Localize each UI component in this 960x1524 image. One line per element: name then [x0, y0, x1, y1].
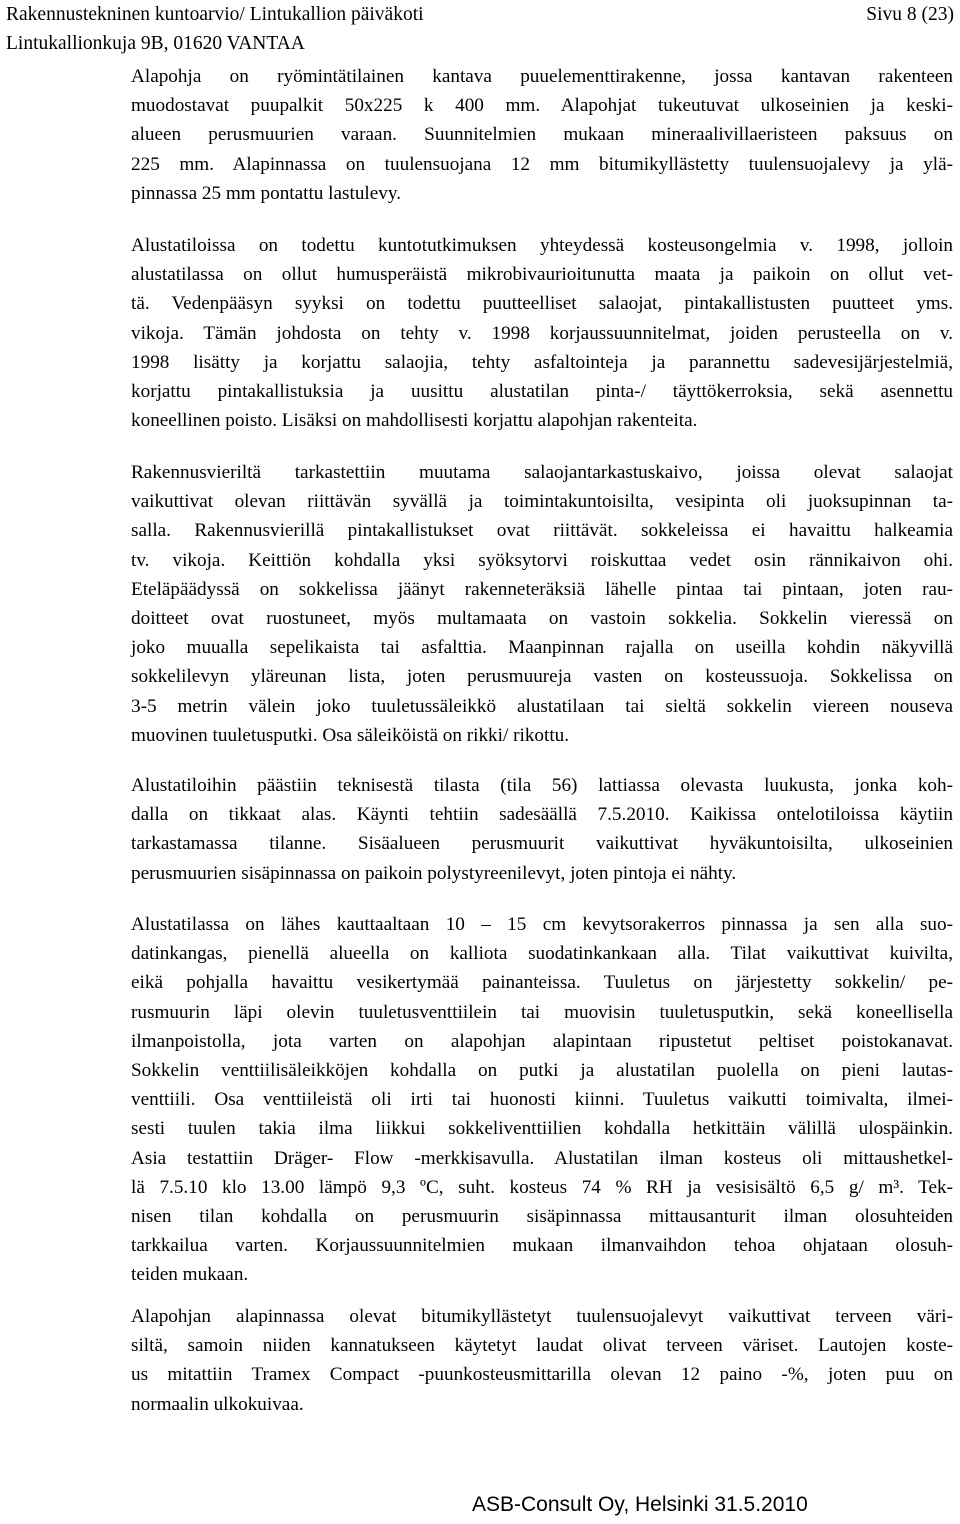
text-line: Eteläpäädyssä on sokkelissa jäänyt rakenneteräksiä lähelle pintaa tai pintaan, joten rau- — [131, 578, 953, 600]
text-line: nisen tilan kohdalla on perusmuurin sisäpinnassa mittausanturit ilman olosuhteiden — [131, 1205, 953, 1227]
paragraph-4 — [131, 771, 953, 888]
text-line: Alapohja on ryömintätilainen kantava puuelementtirakenne, jossa kantavan rakenteen — [131, 66, 953, 87]
document-title: Rakennustekninen kuntoarvio/ Lintukallion päiväkoti — [6, 4, 424, 25]
text-line: Alapohjan alapinnassa olevat bitumikyllästetyt tuulensuojalevyt vaikuttivat terveen väri- — [131, 1306, 953, 1327]
text-line: muodostavat puupalkit 50x225 k 400 mm. Alapohjat tukeutuvat ulkoseinien ja keski- — [131, 95, 953, 117]
text-line: koneellinen poisto. Lisäksi on mahdollisesti korjattu alapohjan rakenteita. — [131, 410, 698, 432]
text-line: tarkastamassa tilanne. Sisäalueen perusmuurit vaikuttivat hyväkuntoisilta, ulkoseinien — [131, 833, 953, 855]
paragraph-5 — [131, 910, 953, 1289]
text-line: Alustatiloissa on todettu kuntotutkimuksen yhteydessä kosteusongelmia v. 1998, jolloin — [131, 235, 953, 256]
text-line: us mitattiin Tramex Compact -puunkosteusmittarilla olevan 12 paino -%, joten puu on — [131, 1364, 953, 1386]
paragraph-1 — [131, 62, 953, 208]
text-line: rusmuurin läpi olevin tuuletusventtiilein tai muovisin tuuletusputkin, sekä koneellisella — [131, 1001, 953, 1023]
text-line: Sokkelin venttiilisäleikköjen kohdalla on putki ja alustatilan puolella on pieni lautas- — [131, 1059, 953, 1081]
page-footer: ASB-Consult Oy, Helsinki 31.5.2010 — [472, 1493, 808, 1516]
text-line: tv. vikoja. Keittiön kohdalla yksi syöksytorvi roiskuttaa vedet osin rännikaivon ohi. — [131, 549, 953, 571]
text-line: alustatilassa on ollut humusperäistä mikrobivaurioitunutta maata ja paikoin on ollut vet- — [131, 264, 953, 286]
paragraph-6 — [131, 1302, 953, 1419]
text-line: Rakennusvieriltä tarkastettiin muutama salaojantarkastuskaivo, joissa olevat salaojat — [131, 462, 953, 483]
text-line: joko muualla sepelikaista tai asfalttia. Maanpinnan rajalla on useilla kohdin näkyvillä — [131, 637, 953, 659]
text-line: pinnassa 25 mm pontattu lastulevy. — [131, 182, 402, 204]
text-line: 3-5 metrin välein joko tuuletussäleikkö alustatilaan tai sieltä sokkelin viereen nouseva — [131, 695, 953, 717]
text-line: sesti tuulen takia ilma liikkui sokkeliventtiilien kohdalla hetkittäin välillä ulospäinkin. — [131, 1118, 953, 1140]
text-line: venttiili. Osa venttiileistä oli irti tai huonosti kiinni. Tuuletus vaikutti toimivalta, ilmei- — [131, 1089, 953, 1111]
paragraph-2 — [131, 231, 953, 435]
text-line: doitteet ovat ruostuneet, myös multamaata on vastoin sokkelia. Sokkelin vieressä on — [131, 607, 953, 629]
text-line: ilmanpoistolla, jota varten on alapohjan alapintaan ripustetut peltiset poistokanavat. — [131, 1030, 953, 1052]
text-line: tarkkailua varten. Korjaussuunnitelmien mukaan ilmanvaihdon tehoa ohjataan olosuh- — [131, 1235, 953, 1257]
text-line: Alustatilassa on lähes kauttaaltaan 10 – 15 cm kevytsorakerros pinnassa ja sen alla suo- — [131, 914, 953, 935]
text-line: alueen perusmuurien varaan. Suunnitelmien mukaan mineraalivillaeristeen paksuus on — [131, 124, 953, 146]
text-line: teiden mukaan. — [131, 1264, 249, 1286]
text-line: vikoja. Tämän johdosta on tehty v. 1998 korjaussuunnitelmat, joiden perusteella on v. — [131, 322, 953, 344]
text-line: dalla on tikkaat alas. Käynti tehtiin sadesäällä 7.5.2010. Kaikissa ontelotiloissa käytiin — [131, 804, 953, 826]
text-line: normaalin ulkokuivaa. — [131, 1393, 304, 1415]
text-line: sokkelilevyn yläreunan lista, joten perusmuureja vasten on kosteussuoja. Sokkelissa on — [131, 666, 953, 688]
text-line: Alustatiloihin päästiin teknisestä tilasta (tila 56) lattiassa olevasta luukusta, jonka koh- — [131, 775, 953, 796]
text-line: 1998 lisätty ja korjattu salaojia, tehty asfaltointeja ja parannettu sadevesijärjestelmiä, — [131, 351, 953, 373]
header-line-1 — [6, 0, 954, 29]
text-line: 225 mm. Alapinnassa on tuulensuojana 12 mm bitumikyllästetty tuulensuojalevy ja ylä- — [131, 153, 953, 175]
text-line: perusmuurien sisäpinnassa on paikoin polystyreenilevyt, joten pintoja ei nähty. — [131, 862, 737, 884]
text-line: tä. Vedenpääsyn syyksi on todettu puutteelliset salaojat, pintakallistusten puutteet yms. — [131, 293, 953, 315]
text-line: Asia testattiin Dräger- Flow -merkkisavulla. Alustatilan ilman kosteus oli mittaushetkel- — [131, 1147, 953, 1169]
text-line: korjattu pintakallistuksia ja uusittu alustatilan pinta-/ täyttökerroksia, sekä asennettu — [131, 380, 953, 402]
text-line: lä 7.5.10 klo 13.00 lämpö 9,3 ºC, suht. kosteus 74 % RH ja vesisisältö 6,5 g/ m³. Tek- — [131, 1176, 953, 1198]
page-number: Sivu 8 (23) — [866, 4, 954, 25]
header-line-2 — [6, 29, 954, 58]
text-line: salla. Rakennusvierillä pintakallistukset ovat riittävät. sokkeleissa ei havaittu halkeamia — [131, 520, 953, 542]
text-line: vaikuttivat olevan riittävän syvällä ja toimintakuntoisilta, vesipinta oli juoksupinnan ta- — [131, 491, 953, 513]
text-line: muovinen tuuletusputki. Osa säleiköistä on rikki/ rikottu. — [131, 724, 570, 746]
text-line: siltä, samoin niiden kannatukseen käytetyt laudat olivat terveen väriset. Lautojen koste- — [131, 1335, 953, 1357]
text-line: eikä pohjalla havaittu vesikertymää painanteissa. Tuuletus on järjestetty sokkelin/ pe- — [131, 972, 953, 994]
paragraph-3 — [131, 458, 953, 750]
page-header — [6, 0, 954, 58]
document-address: Lintukallionkuja 9B, 01620 VANTAA — [6, 33, 305, 54]
text-line: datinkangas, pienellä alueella on kalliota suodatinkankaan alla. Tilat vaikuttivat kuivilta, — [131, 943, 953, 965]
